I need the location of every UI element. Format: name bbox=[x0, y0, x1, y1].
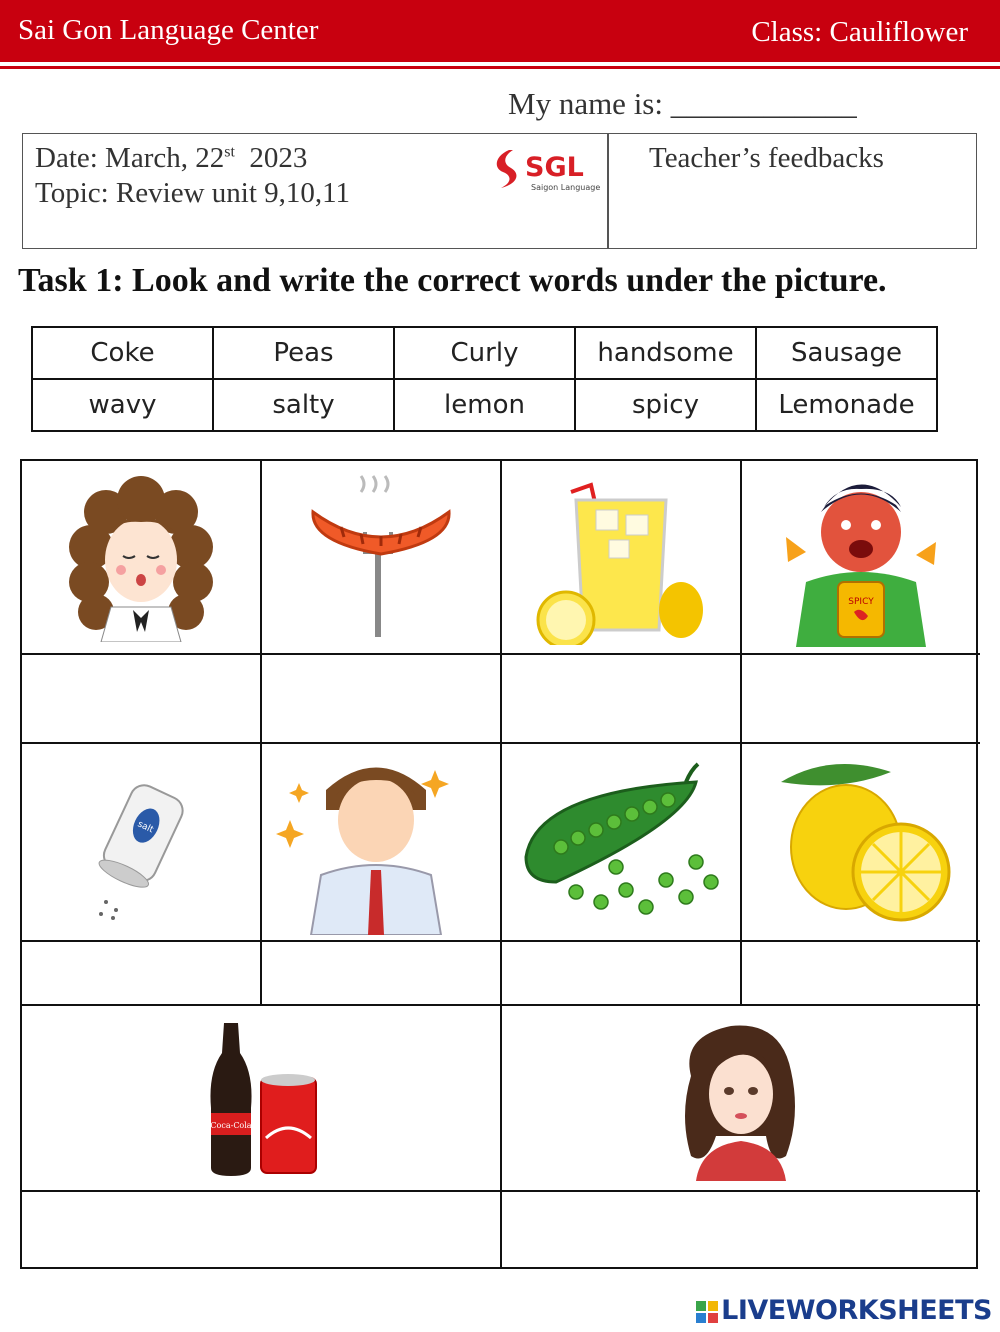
task-title: Task 1: Look and write the correct words under the picture. bbox=[18, 262, 887, 299]
answer-cell-6[interactable] bbox=[262, 942, 502, 1006]
word-sausage: Sausage bbox=[756, 327, 937, 379]
salt-shaker-icon bbox=[81, 762, 201, 922]
word-bank-row bbox=[32, 379, 937, 431]
lemon-icon bbox=[761, 752, 961, 932]
svg-text:Coca-Cola: Coca-Cola bbox=[210, 1121, 252, 1130]
word-handsome: handsome bbox=[575, 327, 756, 379]
curly-hair-girl-icon bbox=[51, 472, 231, 642]
sgl-logo bbox=[491, 144, 609, 194]
name-line: My name is: ____________ bbox=[508, 86, 857, 121]
word-bank-row bbox=[32, 327, 937, 379]
info-divider bbox=[607, 134, 609, 248]
svg-text:Saigon Language: Saigon Language bbox=[531, 183, 601, 192]
word-spicy: spicy bbox=[575, 379, 756, 431]
info-box bbox=[22, 133, 977, 249]
picture-cell bbox=[22, 461, 262, 655]
picture-cell bbox=[742, 461, 980, 655]
answer-cell-2[interactable] bbox=[262, 655, 502, 744]
word-bank-table bbox=[31, 326, 938, 432]
answer-cell-10[interactable] bbox=[502, 1192, 980, 1267]
teacher-feedback-label: Teacher’s feedbacks bbox=[649, 142, 884, 174]
lemonade-glass-icon bbox=[531, 470, 711, 645]
picture-cell bbox=[502, 1006, 980, 1192]
liveworksheets-brand: LIVEWORKSHEETS bbox=[696, 1295, 992, 1326]
word-salty: salty bbox=[213, 379, 394, 431]
word-lemonade: Lemonade bbox=[756, 379, 937, 431]
svg-text:SGL: SGL bbox=[525, 152, 584, 183]
picture-cell bbox=[502, 461, 742, 655]
center-name: Sai Gon Language Center bbox=[18, 14, 319, 46]
answer-cell-8[interactable] bbox=[742, 942, 980, 1006]
answer-cell-1[interactable] bbox=[22, 655, 262, 744]
coke-bottle-can-icon bbox=[196, 1018, 326, 1178]
picture-grid bbox=[20, 459, 978, 1269]
header-underline bbox=[0, 66, 1000, 69]
picture-cell bbox=[262, 744, 502, 942]
date-text: Date: March, 22st 2023 bbox=[35, 142, 308, 174]
spicy-noodle-boy-icon bbox=[776, 467, 946, 647]
svg-text:SPICY: SPICY bbox=[848, 597, 874, 607]
svg-text:salt: salt bbox=[135, 819, 155, 836]
peas-pod-icon bbox=[516, 762, 726, 922]
word-curly: Curly bbox=[394, 327, 575, 379]
picture-cell bbox=[22, 744, 262, 942]
wavy-hair-girl-icon bbox=[671, 1016, 811, 1181]
word-peas: Peas bbox=[213, 327, 394, 379]
word-wavy: wavy bbox=[32, 379, 213, 431]
picture-cell bbox=[742, 744, 980, 942]
answer-cell-4[interactable] bbox=[742, 655, 980, 744]
picture-cell bbox=[262, 461, 502, 655]
picture-cell bbox=[22, 1006, 502, 1192]
answer-cell-3[interactable] bbox=[502, 655, 742, 744]
topic-text: Topic: Review unit 9,10,11 bbox=[35, 177, 351, 209]
answer-cell-5[interactable] bbox=[22, 942, 262, 1006]
header-bar bbox=[0, 0, 1000, 62]
sausage-on-fork-icon bbox=[301, 472, 461, 642]
answer-cell-9[interactable] bbox=[22, 1192, 502, 1267]
class-label: Class: Cauliflower bbox=[751, 16, 968, 48]
liveworksheets-logo-icon bbox=[696, 1301, 718, 1323]
answer-cell-7[interactable] bbox=[502, 942, 742, 1006]
word-coke: Coke bbox=[32, 327, 213, 379]
handsome-man-icon bbox=[266, 750, 496, 935]
picture-cell bbox=[502, 744, 742, 942]
word-lemon: lemon bbox=[394, 379, 575, 431]
